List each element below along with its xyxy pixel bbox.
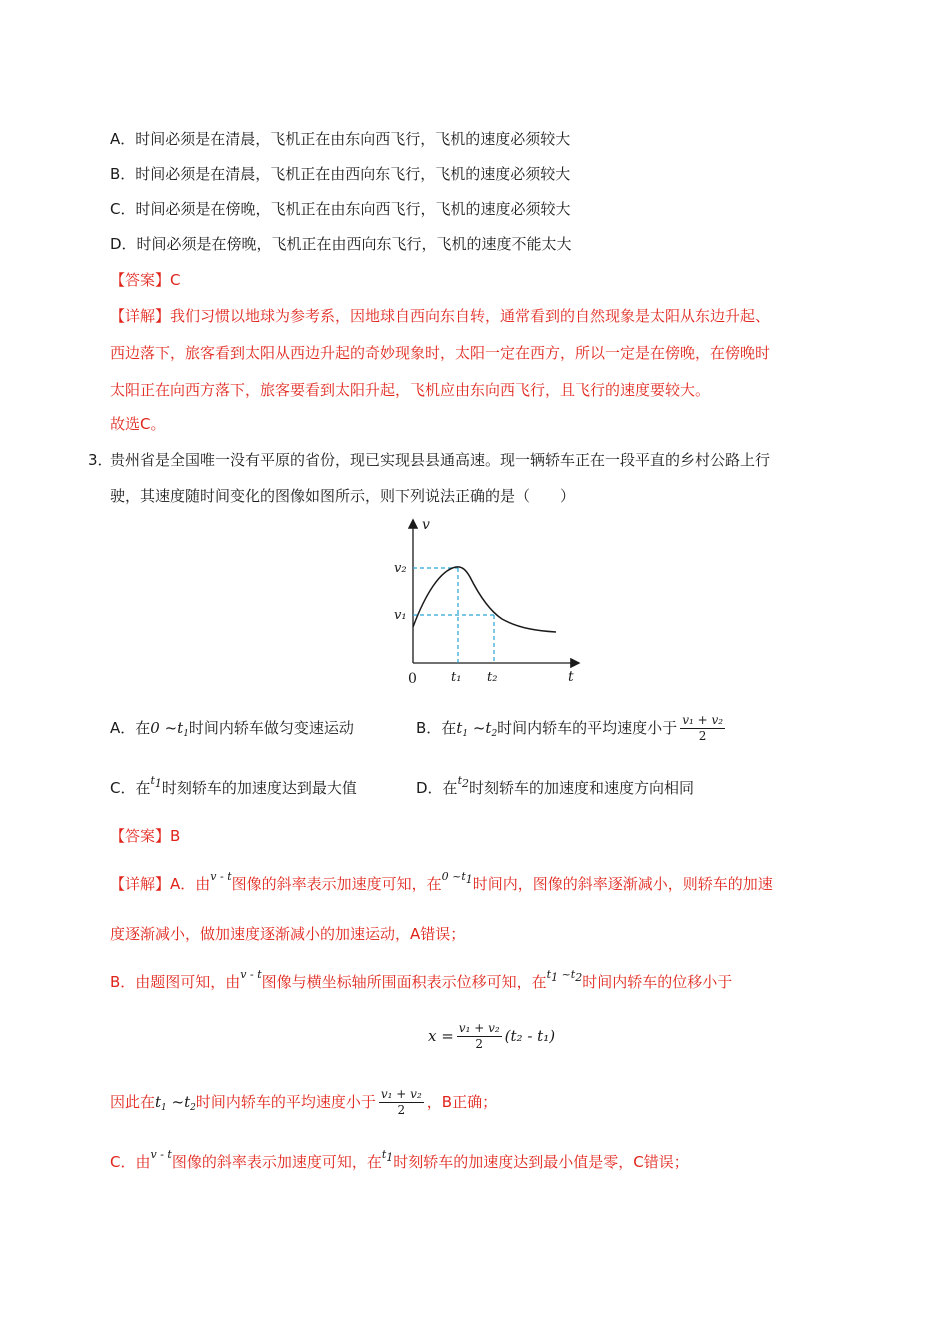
q2-detail-line3: 太阳正在向西方落下，旅客要看到太阳升起，飞机应由东向西飞行，且飞行的速度要较大。 xyxy=(110,381,711,399)
x-axis-label: t xyxy=(568,669,574,685)
q3-option-b: B．在$t_1$ $\sim t_2$时间内轿车的平均速度小于 $\frac{\text{v₁ + v₂}}{2}$ xyxy=(416,713,724,743)
q2-option-d: D．时间必须是在傍晚，飞机正在由西向东飞行，飞机的速度不能太大 xyxy=(110,235,572,253)
x-tick-t1: t₁ xyxy=(451,670,462,685)
q3-detail-a-line2: 度逐渐减小，做加速度逐渐减小的加速运动，A错误； xyxy=(110,925,466,943)
q2-detail-line1: 【详解】我们习惯以地球为参考系，因地球自西向东自转，通常看到的自然现象是太阳从东边升起、 xyxy=(110,307,771,325)
q3-detail-b-line2: 因此在$t_1$ $\sim t_2$时间内轿车的平均速度小于 $\frac{\text{v₁ + v₂}}{2}$ ，B正确； xyxy=(110,1087,498,1117)
q3-detail-a-line1: 【详解】A．由$^{v - t}$图像的斜率表示加速度可知，在$^{0 \sim t1}$时间内，图像的斜率逐渐减小，则轿车的加速 xyxy=(110,870,773,893)
q2-option-c: C．时间必须是在傍晚，飞机正在由东向西飞行，飞机的速度必须较大 xyxy=(110,200,571,218)
q2-answer: 【答案】C xyxy=(110,271,181,289)
q3-detail-c: C．由$^{v - t}$图像的斜率表示加速度可知，在$^{t1}$时刻轿车的加速度达到最小值是零，C错误； xyxy=(110,1148,689,1171)
displacement-equation: x = $\frac{\text{v₁ + v₂}}{2}$ (t₂ - t₁) xyxy=(428,1021,556,1051)
q3-option-d: D．在$^{t2}$时刻轿车的加速度和速度方向相同 xyxy=(416,774,694,797)
q3-answer: 【答案】B xyxy=(110,827,181,845)
q2-option-a: A．时间必须是在清晨，飞机正在由东向西飞行，飞机的速度必须较大 xyxy=(110,130,571,148)
q2-detail-line4: 故选C。 xyxy=(110,415,166,433)
y-tick-v2: v₂ xyxy=(394,561,407,576)
q3-option-c: C．在$^{t1}$时刻轿车的加速度达到最大值 xyxy=(110,774,357,797)
y-tick-v1: v₁ xyxy=(394,608,407,623)
q3-stem-line1: 贵州省是全国唯一没有平原的省份，现已实现县县通高速。现一辆轿车正在一段平直的乡村公路上行 xyxy=(110,451,771,469)
q3-number: 3． xyxy=(88,451,113,469)
y-axis-label: v xyxy=(422,517,430,533)
vt-graph xyxy=(380,515,600,690)
vt-curve xyxy=(413,567,556,632)
q2-detail-line2: 西边落下，旅客看到太阳从西边升起的奇妙现象时，太阳一定在西方，所以一定是在傍晚，在傍晚时 xyxy=(110,344,771,362)
x-tick-t2: t₂ xyxy=(487,670,498,685)
q2-option-b: B．时间必须是在清晨，飞机正在由西向东飞行，飞机的速度必须较大 xyxy=(110,165,571,183)
q3-detail-b-line1: B．由题图可知，由$^{v - t}$图像与横坐标轴所围面积表示位移可知，在$^{t1}$ $^{\sim t2}$时间内轿车的位移小于 xyxy=(110,968,733,991)
fraction-average-velocity: $\frac{\text{v₁ + v₂}}{2}$ xyxy=(682,713,724,743)
q3-stem-line2: 驶，其速度随时间变化的图像如图所示，则下列说法正确的是（ ） xyxy=(110,487,576,505)
q3-option-a: A．在0 $\sim t_1$时间内轿车做匀变速运动 xyxy=(110,719,354,739)
origin-label: 0 xyxy=(408,671,417,687)
